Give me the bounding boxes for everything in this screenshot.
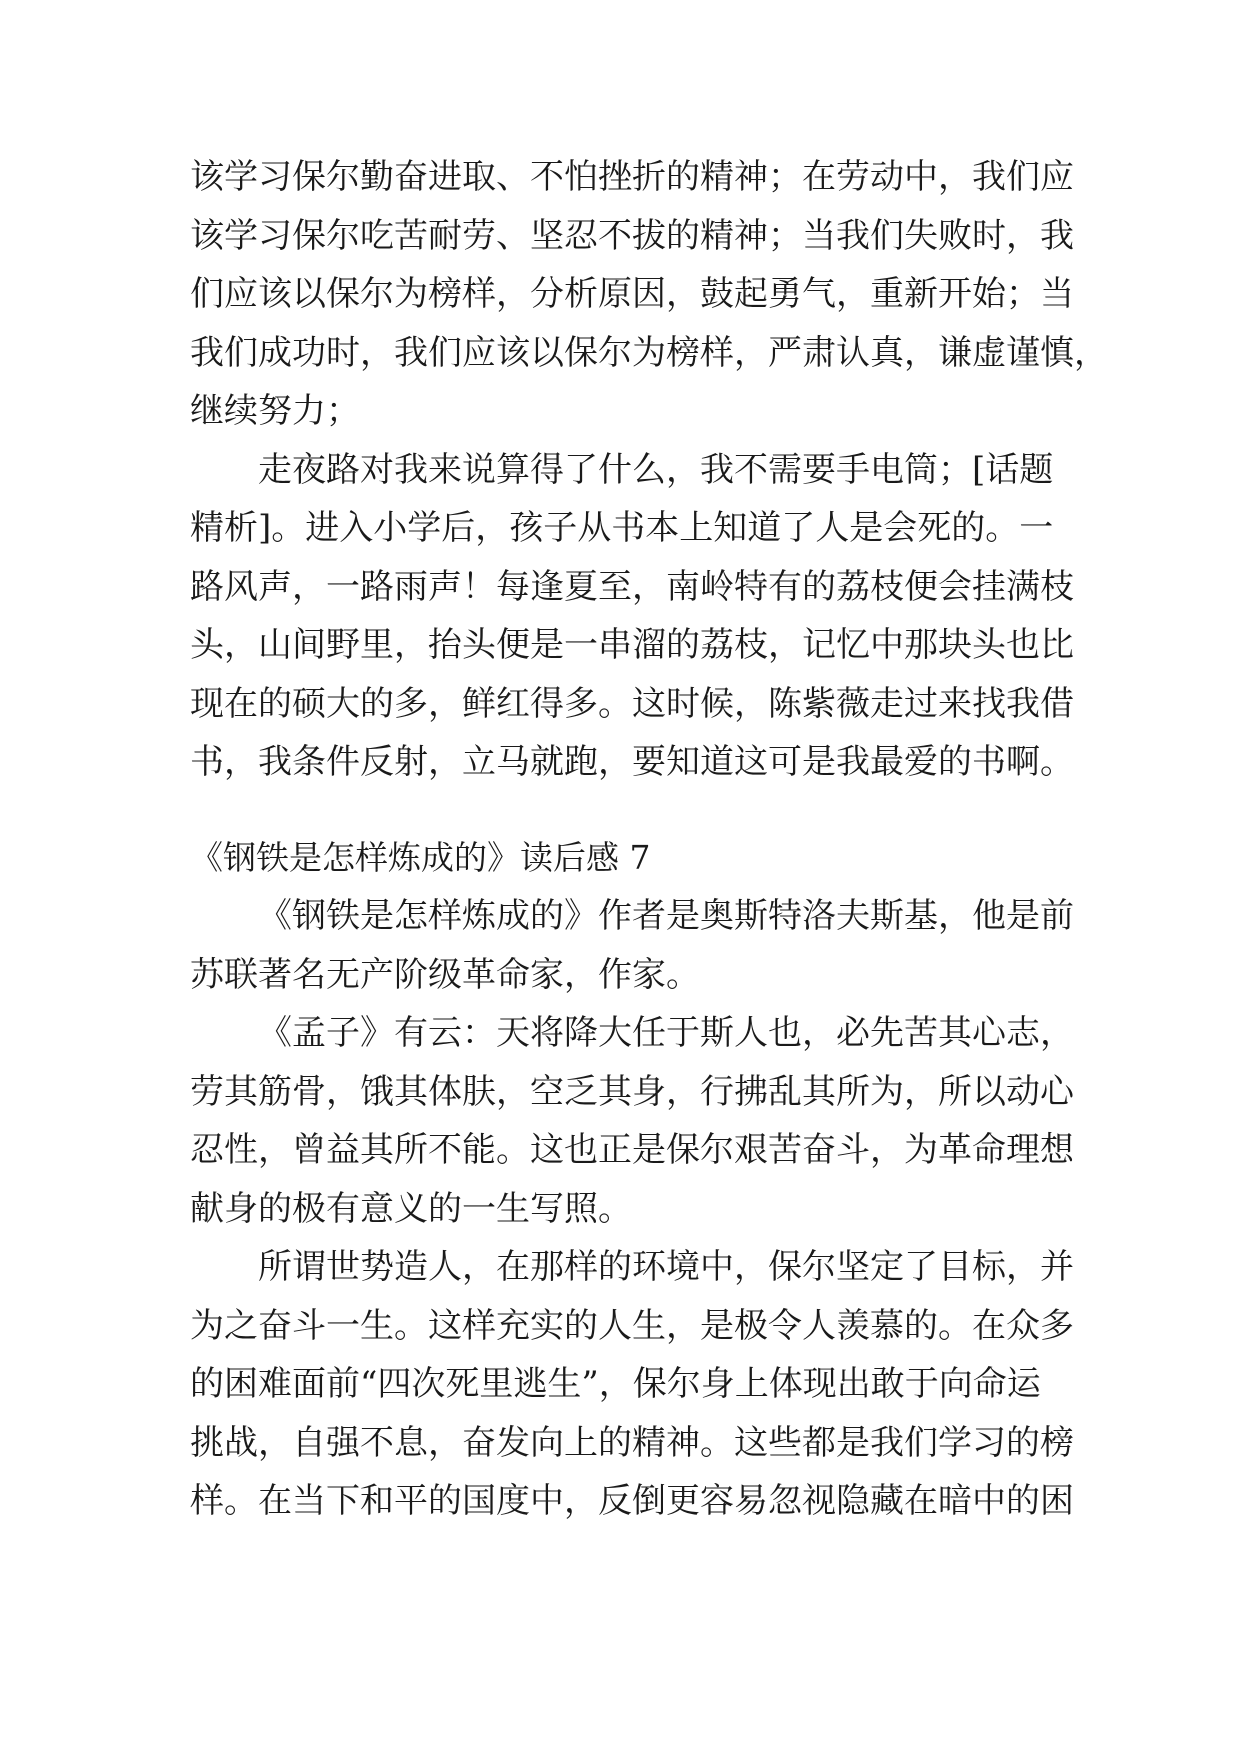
text-line: 为之奋斗一生。这样充实的人生，是极令人羡慕的。在众多	[190, 1305, 1074, 1346]
text-line: 头，山间野里，抬头便是一串溜的荔枝，记忆中那块头也比	[190, 625, 1074, 665]
paragraph-continuation	[190, 148, 1108, 441]
text-line: 们应该以保尔为榜样，分析原因，鼓起勇气，重新开始；当	[190, 274, 1074, 314]
text-line: 走夜路对我来说算得了什么，我不需要手电筒；[话题	[258, 449, 1054, 490]
paragraph-author-intro	[190, 887, 1074, 1004]
paragraph-circumstances	[190, 1238, 1074, 1531]
text-line: 劳其筋骨，饿其体肤，空乏其身，行拂乱其所为，所以动心	[190, 1071, 1074, 1112]
paragraph-mencius-quote	[190, 1004, 1074, 1238]
text-line: 该学习保尔吃苦耐劳、坚忍不拔的精神；当我们失败时，我	[190, 215, 1074, 256]
text-line: 精析]。进入小学后，孩子从书本上知道了人是会死的。一	[190, 508, 1054, 548]
text-line: 苏联著名无产阶级革命家，作家。	[190, 954, 700, 995]
text-line: 样。在当下和平的国度中，反倒更容易忽视隐藏在暗中的困	[190, 1481, 1074, 1521]
text-line: 现在的硕大的多，鲜红得多。这时候，陈紫薇走过来找我借	[190, 683, 1074, 724]
text-line: 挑战，自强不息，奋发向上的精神。这些都是我们学习的榜	[190, 1422, 1074, 1463]
text-line: 路风声，一路雨声！每逢夏至，南岭特有的荔枝便会挂满枝	[190, 566, 1074, 607]
document-page	[190, 148, 1108, 1531]
text-line: 继续努力；	[190, 391, 360, 431]
text-line: 忍性，曾益其所不能。这也正是保尔艰苦奋斗，为革命理想	[190, 1130, 1074, 1170]
text-line: 所谓世势造人，在那样的环境中，保尔坚定了目标，并	[258, 1247, 1074, 1287]
text-line: 该学习保尔勤奋进取、不怕挫折的精神；在劳动中，我们应	[190, 157, 1074, 197]
paragraph-night-walk	[190, 441, 1074, 792]
text-line: 的困难面前“四次死里逃生”，保尔身上体现出敢于向命运	[190, 1364, 1041, 1404]
text-line: 献身的极有意义的一生写照。	[190, 1188, 632, 1229]
text-line: 书，我条件反射，立马就跑，要知道这可是我最爱的书啊。	[190, 742, 1074, 782]
text-line: 《钢铁是怎样炼成的》作者是奥斯特洛夫斯基，他是前	[258, 896, 1074, 936]
text-line: 我们成功时，我们应该以保尔为榜样，严肃认真，谦虚谨慎，	[190, 332, 1108, 373]
text-line: 《孟子》有云：天将降大任于斯人也，必先苦其心志，	[258, 1013, 1074, 1053]
section-title: 《钢铁是怎样炼成的》读后感 7	[190, 837, 651, 877]
